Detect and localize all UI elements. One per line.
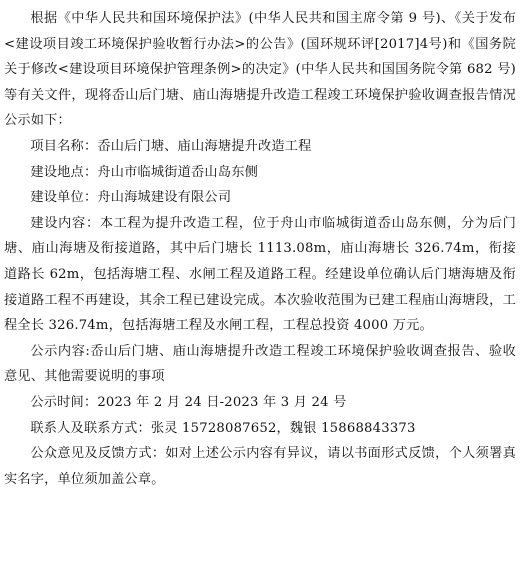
publicity-content-paragraph: 公示内容:岙山后门塘、庙山海塘提升改造工程竣工环境保护验收调查报告、验收意见、其他需要说明的事项 [4,343,516,385]
notice-document [4,6,516,492]
feedback-paragraph: 公众意见及反馈方式：如对上述公示内容有异议，请以书面形式反馈，个人须署真实名字，单位须加盖公章。 [4,446,516,487]
construction-content-paragraph: 建设内容：本工程为提升改造工程，位于舟山市临城街道岙山岛东侧，分为后门塘、庙山海塘及衔接道路，其中后门塘长 1113.08m，庙山海塘长 326.74m，衔接道路长 62m，包括海塘工程、水闸工程及道路工程。经建设单位确认后门塘海塘及衔接道路工程不再建设，其余工程已建设完成。本次验收范围为已建工程庙山海塘段，工程全长 326.74m，包括海塘工程及水闸工程，工程总投资 4000 万元。 [4,215,516,334]
location-line: 建设地点：舟山市临城街道岙山岛东侧 [30,164,258,180]
construction-unit-line: 建设单位：舟山海城建设有限公司 [30,190,232,206]
intro-paragraph: 根据《中华人民共和国环境保护法》(中华人民共和国主席令第 9 号)、《关于发布<建设项目竣工环境保护验收暂行办法>的公告》(国环规环评[2017]4号)和《国务院关于修改<建设项目环境保护管理条例>的决定》(中华人民共和国国务院令第 682 号)等有关文件，现将岙山后门塘、庙山海塘提升改造工程竣工环境保护验收调查报告情况公示如下： [4,11,516,129]
publicity-time-line: 公示时间：2023 年 2 月 24 日-2023 年 3 月 24 号 [30,394,347,410]
project-name-line: 项目名称：岙山后门塘、庙山海塘提升改造工程 [30,138,312,154]
contact-line: 联系人及联系方式：张灵 15728087652，魏银 15868843373 [30,420,416,436]
